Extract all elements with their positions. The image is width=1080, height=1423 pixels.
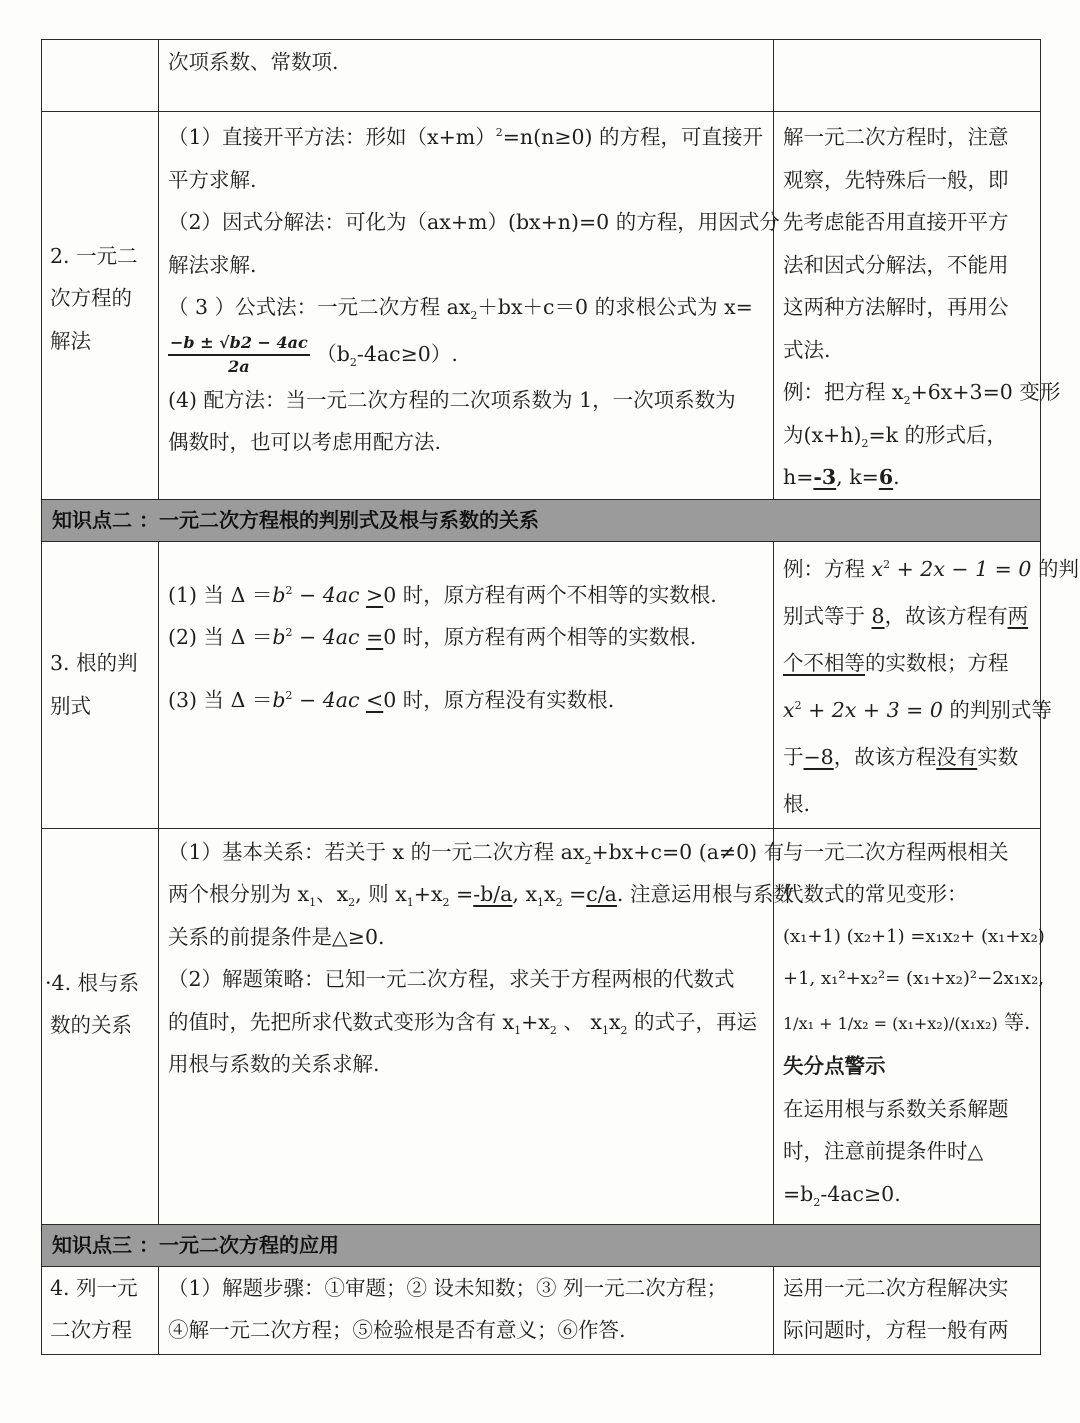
note-cell [774, 828, 1045, 1224]
note-line: 法和因式分解法，不能用 [783, 252, 1009, 277]
note-line: 观察，先特殊后一般，即 [783, 167, 1009, 192]
topic-title-line: 4. 列一元 [50, 1275, 138, 1300]
content-cell [159, 112, 780, 500]
content-line: 的值时，先把所求代数式变形为含有 $x_1+x_2$ 、 $x_1x_2$ 的式子，再运 [168, 1009, 758, 1037]
content-line: 解法求解. [168, 252, 257, 277]
content-line: 平方求解. [168, 167, 257, 192]
topic-title-line: 2. 一元二 [50, 243, 138, 268]
note-line: 个不相等的实数根；方程 [783, 650, 1009, 675]
topic-title-line: 数的关系 [50, 1013, 132, 1037]
note-cell [774, 1266, 1041, 1354]
content-line: ④解一元二次方程；⑤检验根是否有意义；⑥作答. [168, 1318, 626, 1342]
note-line: 时，注意前提条件时△ [783, 1139, 984, 1163]
topic-title-line: 别式 [50, 693, 91, 718]
note-line: 为$(x+h)_2=k$ 的形式后， [783, 422, 1008, 450]
section-header [42, 499, 1041, 541]
topic-cell [42, 112, 159, 500]
content-line: （2）因式分解法：可化为（ax+m）(bx+n)=0 的方程，用因式分 [168, 210, 780, 234]
note-line: 际问题时，方程一般有两 [783, 1318, 1009, 1342]
note-line: 解一元二次方程时，注意 [783, 125, 1009, 149]
topic-title-line: 次方程的 [50, 286, 132, 310]
note-cell [774, 112, 1061, 500]
table-row [42, 541, 1041, 828]
note-line: 代数式的常见变形： [783, 882, 968, 906]
note-line: $x^2 + 2x + 3 = 0$ 的判别式等 [783, 697, 1052, 722]
content-line: (2) 当 $\Delta =b^2 - 4ac =0$ 时，原方程有两个相等的实数根. [168, 625, 697, 649]
note-line: +1, x₁²+x₂²= (x₁+x₂)²−2x₁x₂, [783, 968, 1045, 989]
note-line: (x₁+1) (x₂+1) =x₁x₂+ (x₁+x₂) [783, 925, 1045, 947]
note-line: 运用一元二次方程解决实 [783, 1275, 1009, 1300]
note-line: 与一元二次方程两根相关 [783, 839, 1009, 864]
content-cell [159, 828, 794, 1224]
note-line: $=b_2-4ac\ge 0$. [783, 1181, 901, 1209]
content-line: 两个根分别为 $x_1$、$x_2$, 则 $x_1+x_2 =-b/a$, $x_1x_2 =c/a$. 注意运用根与系数 [168, 882, 794, 910]
topic-cell [42, 40, 159, 112]
note-line: 例：方程 $x^2 + 2x - 1 = 0$ 的判 [783, 556, 1079, 581]
section-title: 知识点二 ：一元二次方程根的判别式及根与系数的关系 [42, 499, 1041, 541]
section-title: 知识点三 ：一元二次方程的应用 [42, 1224, 1041, 1266]
note-line: 别式等于 8，故该方程有两 [783, 603, 1029, 628]
note-line: 这两种方法解时，再用公 [783, 295, 1009, 319]
content-cell [159, 40, 774, 112]
section-header [42, 1224, 1041, 1266]
content-cell [159, 1266, 774, 1354]
formula-numerator: −b ± √b2 − 4ac [168, 332, 310, 356]
note-line: 根. [783, 791, 811, 816]
topic-cell [42, 1266, 159, 1354]
table-row [42, 40, 1041, 112]
table-row [42, 828, 1041, 1224]
content-line: （1）基本关系：若关于 x 的一元二次方程 $ax_2+bx+c=0$ (a≠0) 有 [168, 839, 785, 867]
knowledge-table-page [41, 39, 1079, 1355]
content-cell [159, 541, 774, 828]
note-cell [774, 40, 1041, 112]
content-line: （2）解题策略：已知一元二次方程，求关于方程两根的代数式 [168, 967, 735, 991]
content-line: 偶数时，也可以考虑用配方法. [168, 430, 442, 454]
topic-cell [42, 541, 159, 828]
formula-denominator: 2a [228, 357, 250, 376]
note-cell [774, 541, 1079, 828]
topic-title-line: 3. 根的判 [50, 651, 138, 675]
content-line: （1）直接开平方法：形如$(x+m)^2=n(n\ge 0)$ 的方程，可直接开 [168, 125, 764, 149]
content-line: （1）解题步骤：①审题；② 设未知数；③ 列一元二次方程； [168, 1275, 728, 1300]
knowledge-table [41, 39, 1079, 1355]
content-line: (1) 当 $\Delta =b^2 - 4ac >0$ 时，原方程有两个不相等的实数根. [168, 582, 717, 607]
content-line: 次项系数、常数项. [168, 50, 339, 74]
warning-title: 失分点警示 [783, 1054, 886, 1078]
content-line: (4) 配方法：当一元二次方程的二次项系数为 1，一次项系数为 [168, 387, 736, 412]
topic-cell [42, 828, 159, 1224]
topic-title-line: 二次方程 [50, 1318, 132, 1342]
note-line: 在运用根与系数关系解题 [783, 1096, 1009, 1121]
note-line: 1/x₁ + 1/x₂ = (x₁+x₂)/(x₁x₂) 等. [783, 1009, 1031, 1034]
topic-title-line: 解法 [50, 328, 91, 353]
note-line: 式法. [783, 337, 831, 362]
content-line: (3) 当 $\Delta =b^2 - 4ac <0$ 时，原方程没有实数根. [168, 687, 615, 712]
content-line: 关系的前提条件是△≥0. [168, 924, 385, 949]
table-row [42, 1266, 1041, 1354]
content-line: 用根与系数的关系求解. [168, 1052, 380, 1076]
note-line: h=-3, k=6. [783, 465, 900, 489]
quadratic-formula [168, 332, 310, 378]
topic-title-line: ·4. 根与系 [45, 970, 140, 995]
content-line: （ 3 ）公式法：一元二次方程 $ax_2+bx+c=0$ 的求根公式为 x= [168, 295, 753, 323]
content-line: $\frac{-b \pm √b2 - 4ac}{2a}$ $(b_2-4ac\ge 0)$. [170, 333, 458, 376]
note-line: 先考虑能否用直接开平方 [783, 210, 1009, 234]
note-line: 于−8，故该方程没有实数 [783, 744, 1019, 769]
table-row [42, 112, 1041, 500]
note-line: 例：把方程 $x_2+6x+3=0$ 变形 [783, 380, 1061, 408]
